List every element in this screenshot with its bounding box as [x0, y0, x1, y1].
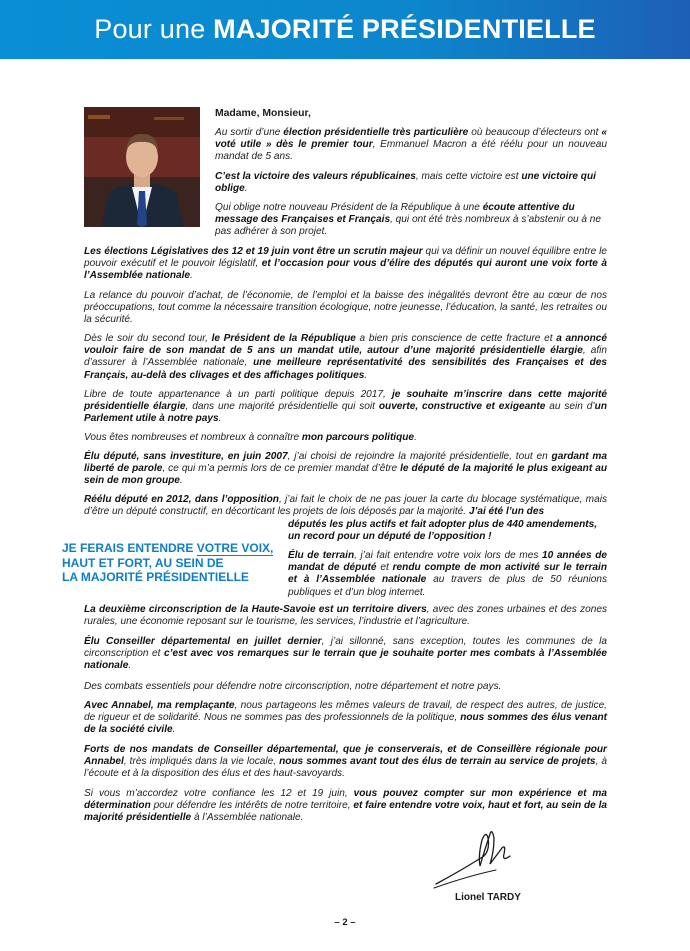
- paragraph-7: Libre de toute appartenance à un parti politique depuis 2017, je souhaite m’inscrire dans cette majorité présidentielle élargie, dans une majorité présidentielle qui soit ouverte, constructive et exigeante au sein d’un Parlement utile à notre pays.: [84, 389, 607, 425]
- handwritten-signature: [432, 826, 516, 890]
- paragraph-13: Élu Conseiller départemental en juillet dernier, j’ai sillonné, sans exception, toutes les communes de la circonscription et c’est avec vos remarques sur le terrain que je souhaite porter mes combats à l’Assemblée nationale.: [84, 636, 607, 672]
- paragraph-15: Avec Annabel, ma remplaçante, nous partageons les mêmes valeurs de travail, de respect des autres, de justice, de rigueur et de solidarité. Nous ne sommes pas des professionnels de la politique, nous sommes des élus venant de la société civile.: [84, 700, 607, 736]
- page-number: – 2 –: [334, 917, 356, 928]
- paragraph-1: Au sortir d’une élection présidentielle très particulière où beaucoup d’électeurs ont « voté utile » dès le premier tour, Emmanuel Macron a été réélu pour un nouveau mandat de 5 ans.: [215, 127, 608, 163]
- paragraph-10-continued: députés les plus actifs et fait adopter plus de 440 amendements, un record pour un député de l’opposition !: [288, 519, 598, 543]
- paragraph-11: Élu de terrain, j’ai fait entendre votre voix lors de mes 10 années de mandat de député et rendu compte de mon activité sur le terrain et à l’Assemblée nationale au travers de plus de 50 réunions publiques et d’un blog internet.: [288, 550, 607, 598]
- signer-name: Lionel TARDY: [455, 892, 521, 903]
- candidate-photo: [84, 107, 200, 227]
- paragraph-17: Si vous m’accordez votre confiance les 12 et 19 juin, vous pouvez compter sur mon expérience et ma détermination pour défendre les intérêts de notre territoire, et faire entendre votre voix, haut et fort, au sein de la majorité présidentielle à l’Assemblée nationale.: [84, 788, 607, 824]
- paragraph-2: C’est la victoire des valeurs républicaines, mais cette victoire est une victoire qui oblige.: [215, 171, 596, 195]
- paragraph-12: La deuxième circonscription de la Haute-Savoie est un territoire divers, avec des zones urbaines et des zones rurales, une économie reposant sur le tourisme, les services, l’industrie et l’agriculture.: [84, 604, 608, 628]
- pull-quote: JE FERAIS ENTENDRE VOTRE VOIX, HAUT ET FORT, AU SEIN DE LA MAJORITÉ PRÉSIDENTIELLE: [62, 541, 274, 585]
- paragraph-4: Les élections Législatives des 12 et 19 juin vont être un scrutin majeur qui va définir un nouvel équilibre entre le pouvoir exécutif et le pouvoir législatif, et l’occasion pour vous d’élire des députés qui auront une voix forte à l’Assemblée nationale.: [84, 246, 607, 282]
- salutation: Madame, Monsieur,: [215, 108, 311, 119]
- paragraph-16: Forts de nos mandats de Conseiller départemental, que je conserverais, et de Conseillère régionale pour Annabel, très impliqués dans la vie locale, nous sommes avant tout des élus de terrain au service de projets, à l’écoute et à la disposition des élus et des haut-savoyards.: [84, 744, 607, 780]
- paragraph-9: Élu député, sans investiture, en juin 2007, j’ai choisi de rejoindre la majorité présidentielle, tout en gardant ma liberté de parole, ce qui m’a permis lors de ce premier mandat d’être le député de la majorité le plus exigeant au sein de mon groupe.: [84, 451, 607, 487]
- page-title: Pour une MAJORITÉ PRÉSIDENTIELLE: [94, 14, 596, 44]
- paragraph-10: Réélu député en 2012, dans l’opposition, j’ai fait le choix de ne pas jouer la carte du blocage systématique, mais d’être un député constructif, en décorticant les projets de lois déposés par la majorité. J’ai été l’un des: [84, 494, 607, 518]
- title-banner: [0, 0, 690, 59]
- paragraph-3: Qui oblige notre nouveau Président de la République à une écoute attentive du message des Françaises et Français, qui ont été très nombreux à s’abstenir ou à ne pas adhérer à son projet.: [215, 202, 602, 238]
- paragraph-8: Vous êtes nombreuses et nombreux à connaître mon parcours politique.: [84, 432, 417, 443]
- paragraph-14: Des combats essentiels pour défendre notre circonscription, notre département et notre pays.: [84, 681, 502, 692]
- paragraph-5: La relance du pouvoir d’achat, de l’économie, de l’emploi et la baisse des inégalités devront être au cœur de nos préoccupations, tout comme la nécessaire transition écologique, notre jeunesse, l’éducation, la santé, les retraites ou la sécurité.: [84, 290, 607, 326]
- paragraph-6: Dès le soir du second tour, le Président de la République a bien pris conscience de cette fracture et a annoncé vouloir faire de son mandat de 5 ans un mandat utile, autour d’une majorité présidentielle élargie, afin d’assurer à l’Assemblée nationale, une meilleure représentativité des sensibilités des Françaises et des Français, au-delà des clivages et des affichages politiques.: [84, 333, 608, 381]
